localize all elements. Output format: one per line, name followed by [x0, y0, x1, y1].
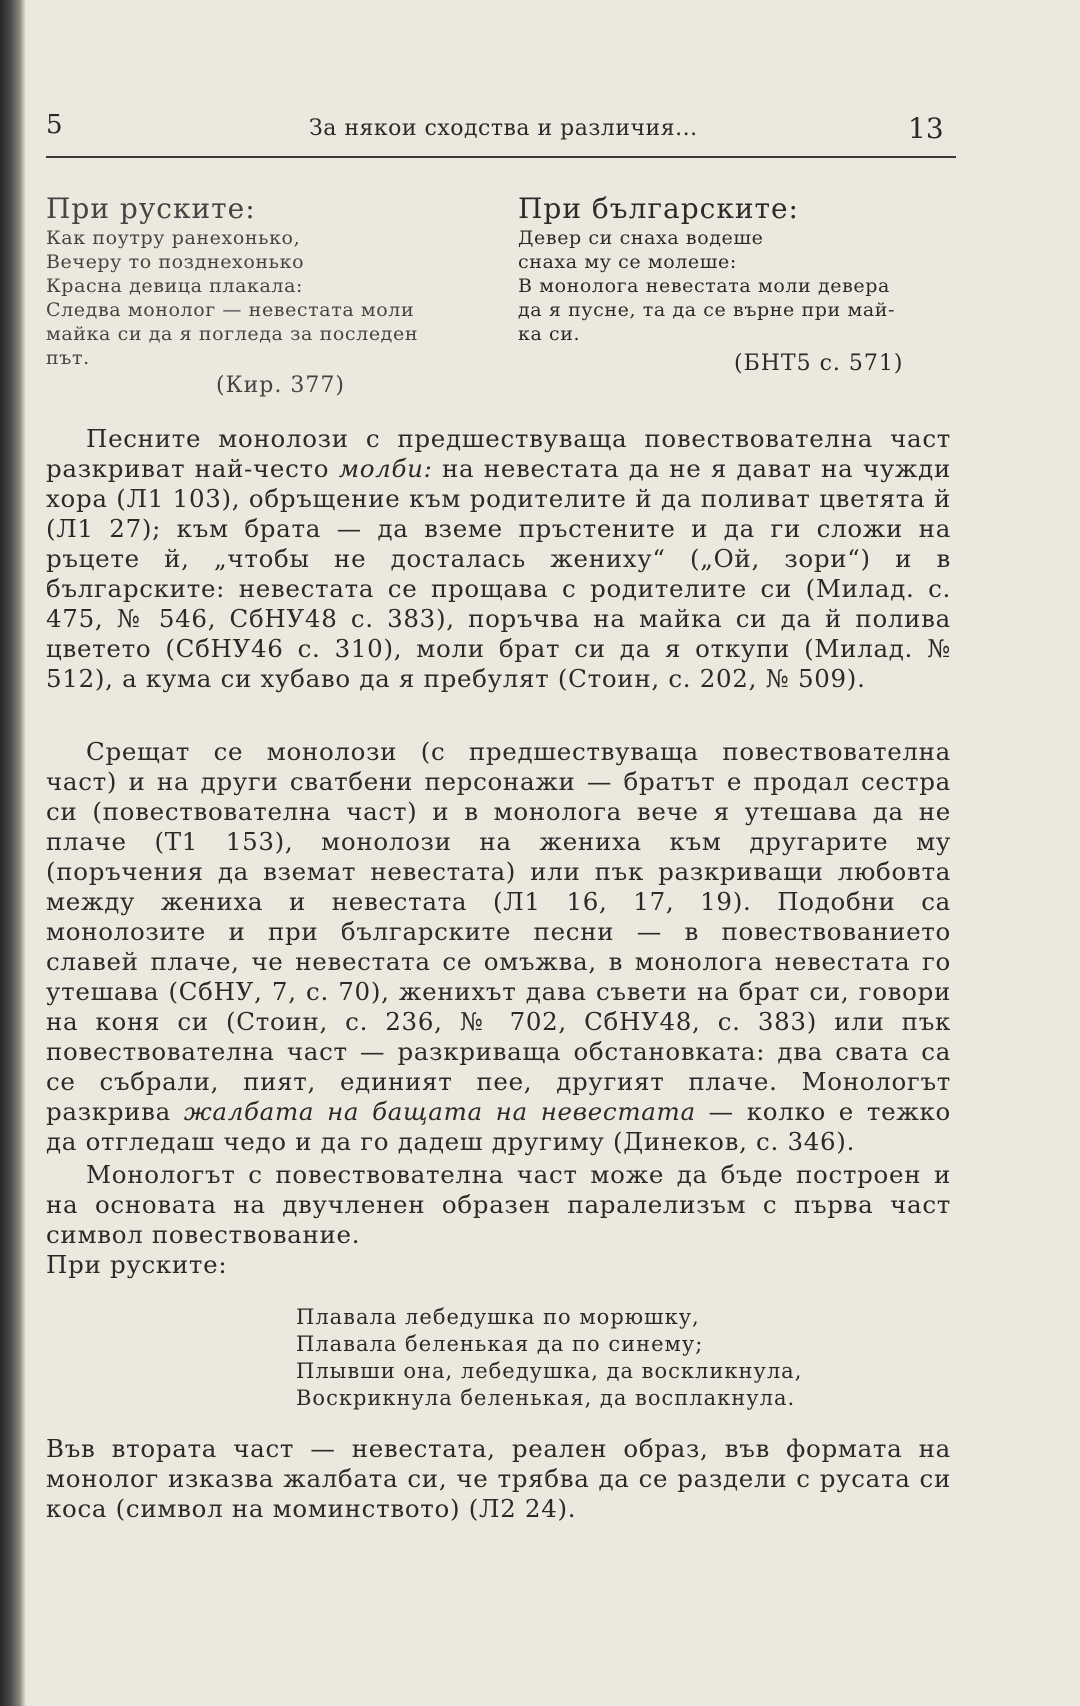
poem-line: Плавала лебедушка по морюшку,	[296, 1305, 700, 1329]
paragraph-text: на невестата да не я дават на чужди хора (Л1 103), обръщение към родителите й да поливат цветята й (Л1 27); към брата — да вземе пръстените и да ги сложи на ръцете й, „чтобы не досталась жениху“ („Ой, зори“) и в българските: невестата се прощава с родителите си (Милад. с. 475, № 546, СбНУ48 с. 383), поръчва на майка си да й полива цветето (СбНУ46 с. 310), моли брат си да я откупи (Милад. № 512), а кума си хубаво да я пребулят (Стоин, с. 202, № 509).	[46, 454, 951, 693]
bulgarian-line: В монолога невестата моли девера	[518, 275, 890, 297]
paragraph-text: — колко е тежко да отгледаш чедо и да го дадеш другиму (Динеков, с. 346).	[46, 1097, 952, 1156]
poem-line: Плывши она, лебедушка, да воскликнула,	[296, 1359, 803, 1383]
bulgarian-line: да я пусне, та да се върне при май-	[518, 299, 896, 321]
russian-line: път.	[46, 347, 90, 369]
page-number: 13	[908, 112, 944, 145]
bulgarian-heading: При българските:	[518, 192, 799, 225]
russian-line: Следва монолог — невестата моли	[46, 299, 415, 321]
poem-line: Плавала беленькая да по синему;	[296, 1332, 704, 1356]
emphasis-text: молби:	[338, 454, 433, 483]
russian-line: Красна девица плакала:	[46, 275, 304, 297]
russian-line: Как поутру ранехонько,	[46, 227, 301, 249]
page-header	[46, 108, 946, 148]
signature-mark: 5	[46, 110, 63, 140]
bulgarian-line: снаха му се молеше:	[518, 251, 737, 273]
russian-example-column	[46, 194, 476, 398]
book-page	[46, 0, 1046, 1706]
paragraph-second-part	[46, 1434, 951, 1524]
bulgarian-line: Девер си снаха водеше	[518, 227, 764, 249]
emphasis-text: жалбата на бащата на невестата	[183, 1097, 696, 1126]
bulgarian-example-column	[518, 194, 948, 376]
russian-line: майка си да я погледа за последен	[46, 323, 419, 345]
poem-block	[296, 1304, 802, 1412]
running-title: За някои сходства и различия...	[309, 116, 698, 141]
paragraph-text: Монологът с повествователна част може да бъде построен и на основата на двучленен образен паралелизъм с първа част символ повествование.	[46, 1160, 951, 1249]
paragraph-text: Във втората част — невестата, реален образ, във формата на монолог изказва жалбата си, че трябва да се раздели с русата си коса (символ на моминството) (Л2 24).	[46, 1434, 951, 1523]
header-rule	[46, 156, 956, 158]
russian-line: Вечеру то позднехонько	[46, 251, 305, 273]
russian-heading: При руските:	[46, 192, 256, 225]
paragraph-text: Срещат се монолози (с предшествуваща повествователна част) и на други сватбени персонажи — братът е продал сестра си (повествователна част) и в монолога вече я утешава да не плаче (Т1 153), монолози на жениха към другарите му (поръчения да вземат невестата) или пък разкриващи любовта между жениха и невестата (Л1 16, 17, 19). Подобни са монолозите и при българските песни — в повествованието славей плаче, че невестата се омъжва, в монолога невестата го утешава (СбНУ, 7, с. 70), женихът дава съвети на брат си, говори на коня си (Стоин, с. 236, № 702, СбНУ48, с. 383) или пък повествователна част — разкриваща обстановката: два свата са се събрали, пият, единият пее, другият плаче. Монологът разкрива	[46, 737, 951, 1126]
paragraph-other-characters	[46, 737, 951, 1157]
russian-citation: (Кир. 377)	[216, 373, 345, 398]
paragraph-text: Песните монолози с предшествуваща повествователна част разкриват най-често	[46, 424, 951, 483]
paragraph-parallelism	[46, 1160, 951, 1250]
poem-line: Воскрикнула беленькая, да восплакнула.	[296, 1386, 796, 1410]
poem-intro: При руските:	[46, 1250, 228, 1279]
bulgarian-citation: (БНТ5 с. 571)	[734, 351, 904, 376]
paragraph-pleas	[46, 424, 951, 694]
book-spine-shadow	[0, 0, 26, 1706]
bulgarian-line: ка си.	[518, 323, 581, 345]
